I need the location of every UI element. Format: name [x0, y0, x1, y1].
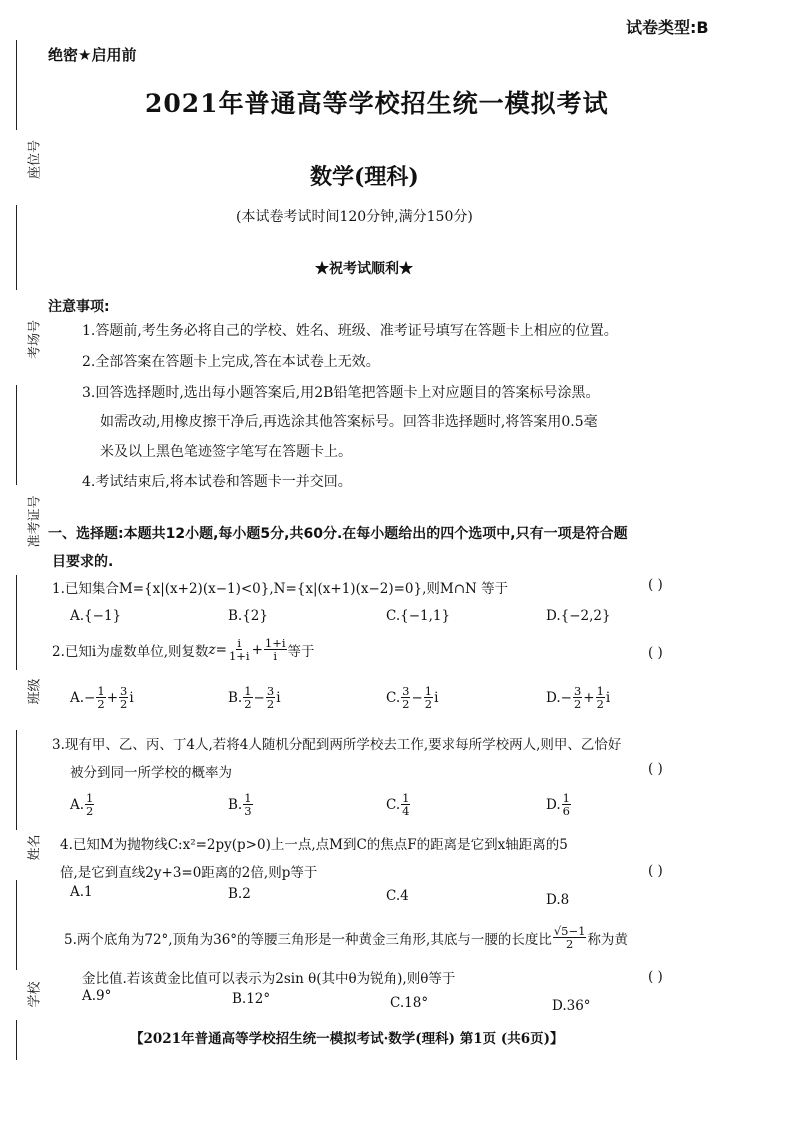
q5-option-a: A.9°: [82, 988, 112, 1004]
op: −: [411, 689, 423, 706]
answer-paren: ( ): [648, 761, 663, 777]
question-1-stem: 1.已知集合M={x|(x+2)(x−1)<0},N={x|(x+1)(x−2)=0},则M∩N 等于: [52, 581, 509, 597]
margin-line: [16, 385, 17, 485]
sqrt-5: √5: [553, 924, 569, 938]
unit: i: [434, 689, 439, 706]
notice-item: 4.考试结束后,将本试卷和答题卡一并交回。: [82, 474, 352, 490]
answer-paren: ( ): [648, 969, 663, 985]
num: 1: [596, 684, 604, 698]
num: 1: [86, 791, 94, 805]
label: A.: [70, 796, 85, 813]
num: 1: [244, 791, 252, 805]
q4-option-b: B.2: [228, 886, 251, 902]
q5-post: 称为黄: [587, 931, 628, 948]
q2-option-a: [70, 685, 134, 710]
question-3-stem-cont: 被分到同一所学校的概率为: [70, 765, 232, 781]
op: +: [106, 689, 118, 706]
frac: [424, 685, 433, 710]
den: 2: [402, 697, 410, 711]
num: i: [237, 636, 242, 650]
exam-title: 2021年普通高等学校招生统一模拟考试: [145, 89, 609, 118]
margin-line: [16, 575, 17, 670]
margin-line: [16, 40, 17, 130]
unit: i: [276, 689, 281, 706]
question-5-stem: [64, 925, 628, 950]
label: D.−: [546, 689, 572, 706]
num-rest: −1: [568, 924, 586, 938]
q5-pre: 5.两个底角为72°,顶角为36°的等腰三角形是一种黄金三角形,其底与一腰的长度比: [64, 931, 552, 948]
op: +: [583, 689, 595, 706]
den: 1+i: [228, 649, 250, 663]
q3-option-d: [546, 792, 572, 817]
den: 6: [562, 804, 570, 818]
good-luck: ★祝考试顺利★: [315, 261, 413, 277]
unit: i: [129, 689, 134, 706]
frac: [596, 685, 605, 710]
notice-item: 2.全部答案在答题卡上完成,答在本试卷上无效。: [82, 354, 380, 370]
margin-label-seat: 座位号: [27, 140, 43, 180]
q2-option-c: [386, 685, 438, 710]
q1-option-a: A.{−1}: [70, 608, 122, 624]
secret-label: 绝密★启用前: [48, 46, 137, 64]
question-5-stem-cont: 金比值.若该黄金比值可以表示为2sin θ(其中θ为锐角),则θ等于: [82, 971, 456, 987]
page-footer: 【2021年普通高等学校招生统一模拟考试·数学(理科) 第1页 (共6页)】: [130, 1031, 564, 1047]
den: i: [273, 649, 278, 663]
den: 2: [97, 697, 105, 711]
q3-option-b: [228, 792, 254, 817]
q1-option-b: B.{2}: [228, 608, 268, 624]
margin-line: [16, 730, 17, 830]
num: 1: [97, 684, 105, 698]
q2-fraction-1: [228, 637, 251, 662]
op: −: [253, 689, 265, 706]
golden-ratio-fraction: [553, 925, 587, 950]
q5-option-c: C.18°: [390, 995, 429, 1011]
q3-option-c: [386, 792, 411, 817]
q2-pre: 2.已知i为虚数单位,则复数: [52, 643, 209, 660]
question-4-stem-cont: 倍,是它到直线2y+3=0距离的2倍,则p等于: [60, 865, 318, 881]
margin-label-room: 考场号: [27, 320, 43, 360]
frac: [562, 792, 571, 817]
margin-label-name: 姓名: [27, 834, 43, 861]
q5-option-b: B.12°: [232, 991, 271, 1007]
q1-option-d: D.{−2,2}: [546, 608, 611, 624]
margin-label-school: 学校: [27, 981, 43, 1008]
q5-option-d: D.36°: [552, 998, 591, 1014]
frac: [401, 685, 410, 710]
label: B.: [228, 689, 243, 706]
label: B.: [228, 796, 243, 813]
den: 3: [244, 804, 252, 818]
num: 3: [402, 684, 410, 698]
label: A.−: [70, 689, 96, 706]
answer-paren: ( ): [648, 577, 663, 593]
q2-option-b: [228, 685, 281, 710]
section-heading-cont: 目要求的.: [52, 554, 114, 570]
question-2-stem: [52, 637, 315, 662]
answer-paren: ( ): [648, 863, 663, 879]
notice-item: 1.答题前,考生务必将自己的学校、姓名、班级、准考证号填写在答题卡上相应的位置。: [82, 323, 618, 339]
num: 1+i: [264, 636, 286, 650]
den: 2: [244, 697, 252, 711]
subject-title: 数学(理科): [310, 164, 419, 190]
margin-label-class: 班级: [27, 678, 43, 705]
frac: [243, 792, 252, 817]
q1-option-c: C.{−1,1}: [386, 608, 451, 624]
notice-item: 如需改动,用橡皮擦干净后,再选涂其他答案标号。回答非选择题时,将答案用0.5毫: [100, 414, 598, 430]
margin-line: [16, 1020, 17, 1060]
q2-var: z=: [208, 641, 227, 658]
margin-line: [16, 880, 17, 970]
label: C.: [386, 689, 401, 706]
frac: [573, 685, 582, 710]
frac: [266, 685, 275, 710]
question-3-stem: 3.现有甲、乙、丙、丁4人,若将4人随机分配到两所学校去工作,要求每所学校两人,则甲、乙恰好: [52, 737, 622, 753]
den: 2: [266, 697, 275, 711]
frac: [119, 685, 128, 710]
q2-fraction-2: [264, 637, 287, 662]
margin-label-ticket: 准考证号: [27, 495, 43, 548]
num: 1: [424, 684, 433, 698]
num: 1: [244, 684, 252, 698]
frac: [401, 792, 410, 817]
plus: +: [251, 641, 263, 658]
q2-option-d: [546, 685, 610, 710]
label: C.: [386, 796, 401, 813]
notice-item: 3.回答选择题时,选出每小题答案后,用2B铅笔把答题卡上对应题目的答案标号涂黑。: [82, 385, 600, 401]
notice-heading: 注意事项:: [48, 299, 110, 315]
label: D.: [546, 796, 561, 813]
exam-duration: (本试卷考试时间120分钟,满分150分): [236, 209, 473, 225]
question-4-stem: 4.已知M为抛物线C:x²=2py(p>0)上一点,点M到C的焦点F的距离是它到x轴距离的5: [60, 837, 568, 853]
frac: [243, 685, 252, 710]
num: 3: [266, 684, 275, 698]
num: 1: [402, 791, 410, 805]
margin-line: [16, 205, 17, 290]
den: 4: [402, 804, 410, 818]
num: 3: [120, 684, 128, 698]
q4-option-c: C.4: [386, 888, 409, 904]
den: 2: [120, 697, 128, 711]
den: 2: [565, 937, 574, 951]
q4-option-d: D.8: [546, 892, 570, 908]
q2-post: 等于: [287, 643, 315, 660]
num: 3: [573, 684, 582, 698]
frac: [96, 685, 105, 710]
den: 2: [596, 697, 604, 711]
frac: [85, 792, 94, 817]
den: 2: [573, 697, 582, 711]
num: 1: [562, 791, 570, 805]
den: 2: [424, 697, 433, 711]
den: 2: [86, 804, 94, 818]
q4-option-a: A.1: [70, 884, 93, 900]
notice-item: 米及以上黑色笔迹签字笔写在答题卡上。: [100, 444, 352, 460]
answer-paren: ( ): [648, 645, 663, 661]
q3-option-a: [70, 792, 95, 817]
unit: i: [605, 689, 611, 706]
section-heading: 一、选择题:本题共12小题,每小题5分,共60分.在每小题给出的四个选项中,只有一项是符合题: [48, 526, 628, 542]
paper-type: 试卷类型:B: [626, 18, 709, 37]
